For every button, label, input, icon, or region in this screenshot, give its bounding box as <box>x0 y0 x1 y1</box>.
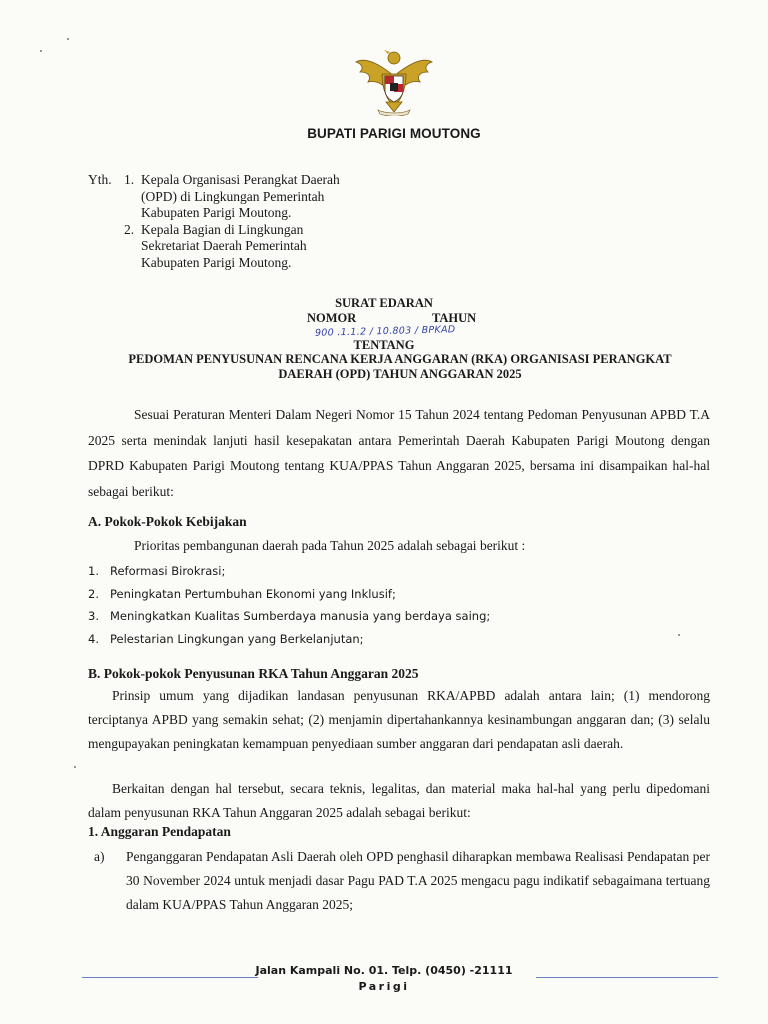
garuda-emblem-icon <box>352 46 436 116</box>
addressee-line: Kabupaten Parigi Moutong. <box>141 254 292 270</box>
point-a-text: Penganggaran Pendapatan Asli Daerah oleh OPD penghasil diharapkan membawa Realisasi Pendapatan per 30 November 2024 untuk menjadi dasar Pagu PAD T.A 2025 mengacu pagu indikatif sebagaimana tertuang dalam KUA/PPAS Tahun Anggaran 2025; <box>126 849 710 912</box>
priority-text: Meningkatkan Kualitas Sumberdaya manusia yang berdaya saing; <box>110 609 491 623</box>
addressee-line: (OPD) di Lingkungan Pemerintah <box>141 188 325 204</box>
section-b-text-1: Prinsip umum yang dijadikan landasan penyusunan RKA/APBD adalah antara lain; (1) mendorong terciptanya APBD yang semakin sehat; (2) menjamin dipertahankannya kesinambungan anggaran dan; (3) selalu mengupayakan peningkatan kemampuan penyediaan sumber anggaran dari pendapatan asli daerah. <box>88 688 710 751</box>
scan-speck <box>40 50 42 52</box>
addressee-line: Kepala Organisasi Perangkat Daerah <box>141 172 340 187</box>
salutation: Yth. <box>88 172 112 187</box>
section-a-heading: A. Pokok-Pokok Kebijakan <box>88 514 247 529</box>
handwritten-number: 900 .1.1.2 / 10.803 / BPKAD <box>314 324 456 339</box>
letterhead-title: BUPATI PARIGI MOUTONG <box>307 126 481 141</box>
priority-number: 3. <box>88 609 99 623</box>
section-b-text-2: Berkaitan dengan hal tersebut, secara teknis, legalitas, dan material maka hal-hal yang perlu dipedomani dalam penyusunan RKA Tahun Anggaran 2025 adalah sebagai berikut: <box>88 781 710 820</box>
priority-number: 4. <box>88 632 99 646</box>
subject-line: PEDOMAN PENYUSUNAN RENCANA KERJA ANGGARAN (RKA) ORGANISASI PERANGKAT <box>128 352 672 366</box>
scan-speck <box>678 634 680 636</box>
scan-speck <box>74 766 76 768</box>
addressee-line: Kabupaten Parigi Moutong. <box>141 205 292 220</box>
intro-text: Sesuai Peraturan Menteri Dalam Negeri Nomor 15 Tahun 2024 tentang Pedoman Penyusunan APBD T.A 2025 serta menindak lanjuti hasil kesepakatan antara Pemerintah Daerah Kabupaten Parigi Moutong dengan DPRD Kabupaten Parigi Moutong tentang KUA/PPAS Tahun Anggaran 2025, bersama ini disampaikan hal-hal sebagai berikut: <box>88 407 710 499</box>
circular-title: SURAT EDARAN <box>335 296 433 310</box>
priority-text: Reformasi Birokrasi; <box>110 564 226 578</box>
priority-number: 2. <box>88 587 99 601</box>
section-b-subheading: 1. Anggaran Pendapatan <box>88 824 231 839</box>
footer-address: Jalan Kampali No. 01. Telp. (0450) -21111 <box>255 964 513 977</box>
scan-speck <box>67 38 69 40</box>
section-b-heading: B. Pokok-pokok Penyusunan RKA Tahun Anggaran 2025 <box>88 666 419 681</box>
section-b-paragraph-2 <box>88 777 710 825</box>
footer-rule-left <box>82 977 258 978</box>
intro-paragraph <box>88 402 710 504</box>
point-a-label: a) <box>94 849 105 864</box>
addressee-line: Kepala Bagian di Lingkungan <box>141 221 304 237</box>
footer-city: Parigi <box>358 980 410 993</box>
addressee-number: 2. <box>124 221 135 237</box>
priority-number: 1. <box>88 564 99 578</box>
tentang-label: TENTANG <box>353 338 415 352</box>
addressee-line: Sekretariat Daerah Pemerintah <box>141 238 307 253</box>
nomor-label: NOMOR <box>307 311 357 325</box>
priority-text: Peningkatan Pertumbuhan Ekonomi yang Inklusif; <box>110 587 396 601</box>
addressee-number: 1. <box>124 172 135 187</box>
subject-line: DAERAH (OPD) TAHUN ANGGARAN 2025 <box>278 367 522 381</box>
footer-rule-right <box>536 977 718 978</box>
section-b-paragraph-1 <box>88 684 710 756</box>
section-a-intro: Prioritas pembangunan daerah pada Tahun 2025 adalah sebagai berikut : <box>134 538 526 553</box>
tahun-label: TAHUN <box>432 311 477 325</box>
priority-text: Pelestarian Lingkungan yang Berkelanjutan; <box>110 632 364 646</box>
